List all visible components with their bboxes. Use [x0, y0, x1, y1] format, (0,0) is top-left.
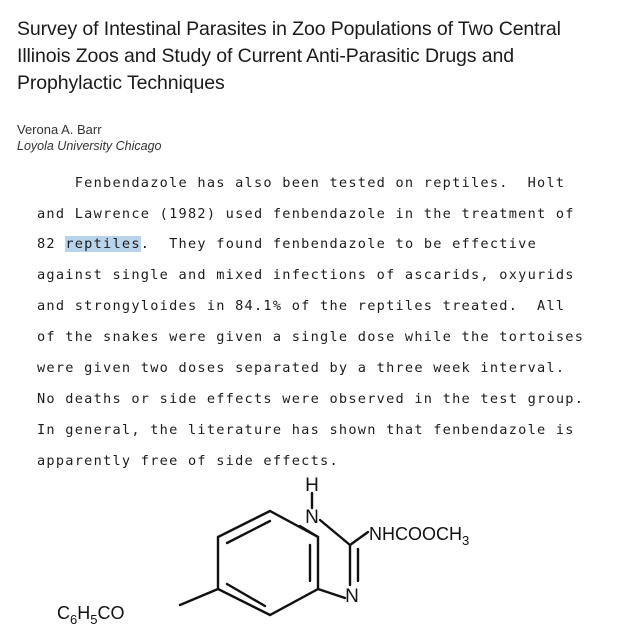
author-affiliation: Loyola University Chicago — [17, 139, 162, 153]
text-line-3 — [37, 236, 537, 252]
carbamate-group — [369, 524, 469, 548]
text-line-8: No deaths or side effects were observed in the test group. — [37, 391, 585, 407]
carbamate-subscript: 3 — [462, 533, 470, 548]
benzoyl-co: CO — [97, 603, 125, 623]
text-line-3-start: 82 — [37, 236, 66, 252]
text-line-10: apparently free of side effects. — [37, 453, 339, 469]
benzoyl-c: C — [57, 603, 70, 623]
benzoyl-subscript-6: 6 — [70, 612, 78, 627]
text-line-6: of the snakes were given a single dose while the tortoises — [37, 329, 585, 345]
text-line-2: and Lawrence (1982) used fenbendazole in the treatment of — [37, 206, 575, 222]
benzoyl-subscript-5: 5 — [90, 612, 98, 627]
paper-title: Survey of Intestinal Parasites in Zoo Populations of Two Central Illinois Zoos and Study of Current Anti-Parasitic Drugs and Prophylactic Techniques — [17, 18, 561, 94]
nitrogen-bottom-label: N — [345, 586, 359, 607]
text-line-1: Fenbendazole has also been tested on reptiles. Holt — [37, 175, 566, 191]
text-line-4: against single and mixed infections of ascarids, oxyurids — [37, 267, 575, 283]
benzoyl-group — [57, 603, 124, 627]
text-line-5: and strongyloides in 84.1% of the reptiles treated. All — [37, 298, 566, 314]
author-name: Verona A. Barr — [17, 122, 102, 137]
text-line-3-end: . They found fenbendazole to be effective — [140, 236, 538, 252]
benzoyl-h: H — [77, 603, 91, 623]
text-line-7: were given two doses separated by a three week interval. — [37, 360, 566, 376]
substituent-bonds — [180, 493, 368, 605]
fenbendazole-structure — [0, 473, 631, 641]
nitrogen-top-label: N — [305, 507, 319, 528]
hydrogen-label: H — [305, 475, 319, 496]
text-line-9: In general, the literature has shown that fenbendazole is — [37, 422, 575, 438]
carbamate-text: NHCOOCH — [369, 524, 462, 544]
highlighted-word[interactable]: reptiles — [65, 236, 141, 252]
